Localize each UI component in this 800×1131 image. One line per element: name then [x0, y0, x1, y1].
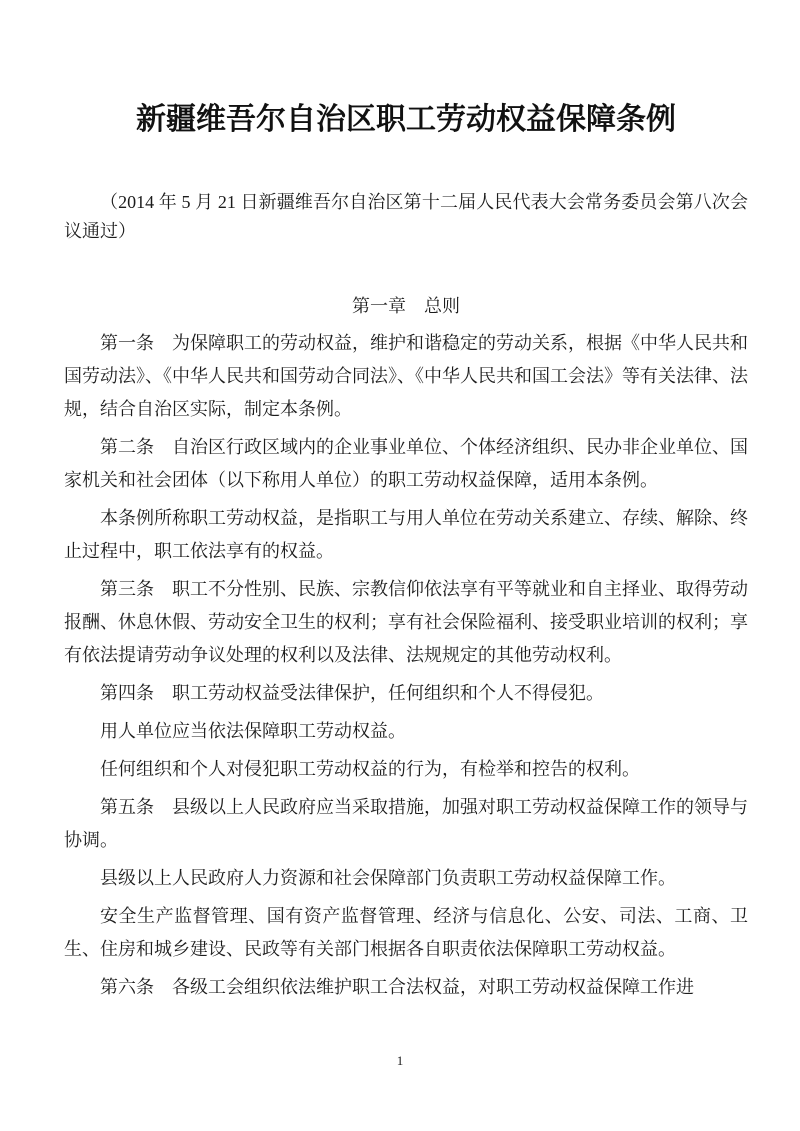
paragraph: 第四条 职工劳动权益受法律保护，任何组织和个人不得侵犯。: [100, 683, 604, 703]
paragraph: 第一条 为保障职工的劳动权益，维护和谐稳定的劳动关系，根据《中华人民共和国劳动法》、《中华人民共和国劳动合同法》、《中华人民共和国工会法》等有关法律、法规，结合自治区实际，制定本条例。: [64, 333, 748, 419]
paragraph: 第五条 县级以上人民政府应当采取措施，加强对职工劳动权益保障工作的领导与协调。: [64, 797, 748, 850]
paragraph: 第二条 自治区行政区域内的企业事业单位、个体经济组织、民办非企业单位、国家机关和社会团体（以下称用人单位）的职工劳动权益保障，适用本条例。: [64, 437, 748, 490]
chapter-heading: 第一章 总则: [352, 296, 460, 316]
paragraph: 第三条 职工不分性别、民族、宗教信仰依法享有平等就业和自主择业、取得劳动报酬、休息休假、劳动安全卫生的权利；享有社会保险福利、接受职业培训的权利；享有依法提请劳动争议处理的权利以及法律、法规规定的其他劳动权利。: [64, 579, 748, 665]
paragraph: 本条例所称职工劳动权益，是指职工与用人单位在劳动关系建立、存续、解除、终止过程中，职工依法享有的权益。: [64, 508, 748, 561]
adoption-note: （2014 年 5 月 21 日新疆维吾尔自治区第十二届人民代表大会常务委员会第八次会议通过）: [64, 192, 748, 241]
page-number: 1: [396, 1053, 404, 1068]
paragraph: 县级以上人民政府人力资源和社会保障部门负责职工劳动权益保障工作。: [100, 868, 676, 888]
document-title: 新疆维吾尔自治区职工劳动权益保障条例: [136, 103, 676, 136]
paragraph: 任何组织和个人对侵犯职工劳动权益的行为，有检举和控告的权利。: [100, 759, 640, 779]
article-body: [64, 327, 748, 1004]
paragraph: 安全生产监督管理、国有资产监督管理、经济与信息化、公安、司法、工商、卫生、住房和城乡建设、民政等有关部门根据各自职责依法保障职工劳动权益。: [64, 906, 748, 959]
paragraph: 用人单位应当依法保障职工劳动权益。: [100, 721, 406, 741]
paragraph: 第六条 各级工会组织依法维护职工合法权益，对职工劳动权益保障工作进: [100, 977, 694, 997]
